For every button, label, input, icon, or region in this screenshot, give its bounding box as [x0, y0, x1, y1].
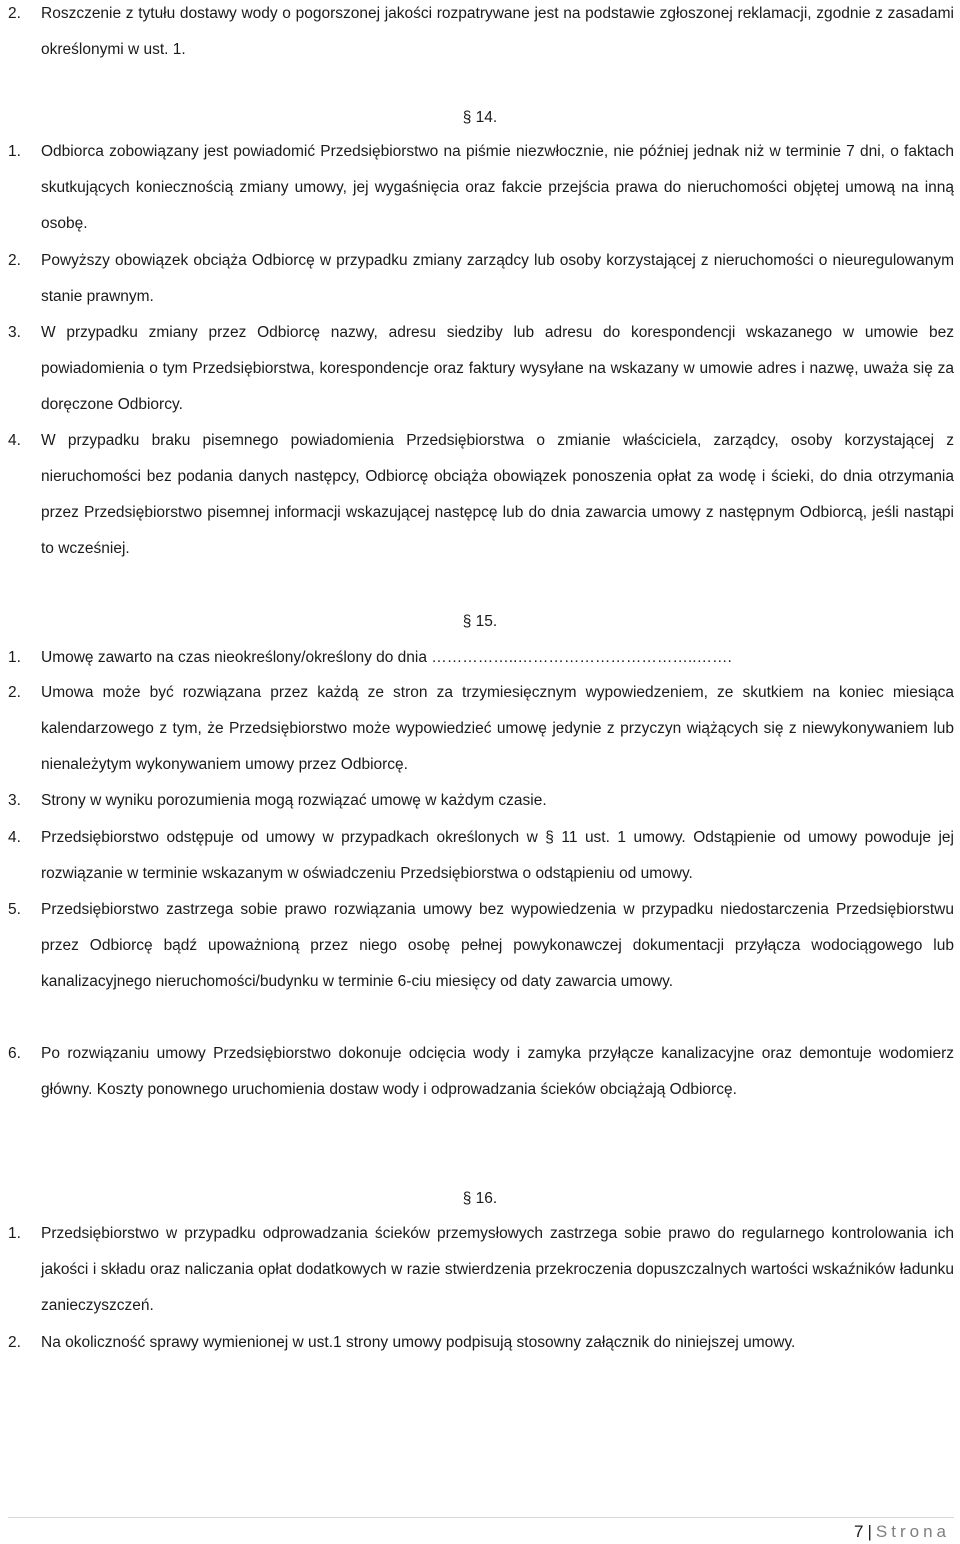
item-number: 3. — [8, 324, 21, 341]
s15-item-1 — [8, 640, 954, 676]
item-number: 4. — [8, 829, 21, 846]
item-text: Umowę zawarto na czas nieokreślony/określony do dnia ……………..……………………………..……. — [41, 649, 732, 666]
item-text: Strony w wyniku porozumienia mogą rozwiązać umowę w każdym czasie. — [41, 792, 547, 809]
item-text: Po rozwiązaniu umowy Przedsiębiorstwo dokonuje odcięcia wody i zamyka przyłącze kanalizacyjne oraz demontuje wodomierz główny. Koszty ponownego uruchomienia dostaw wody i odprowadzania ścieków obciążają Odbiorcę. — [41, 1045, 954, 1098]
s14-item-3 — [8, 315, 954, 423]
s15-item-5 — [8, 892, 954, 1000]
s13-item-2 — [8, 0, 954, 68]
s14-item-4 — [8, 423, 954, 567]
item-number: 2. — [8, 1334, 21, 1351]
section-14-heading: § 14. — [462, 109, 498, 126]
footer-divider — [8, 1517, 954, 1518]
item-number: 1. — [8, 143, 21, 160]
item-text: Umowa może być rozwiązana przez każdą ze stron za trzymiesięcznym wypowiedzeniem, ze skutkiem na koniec miesiąca kalendarzowego z tym, że Przedsiębiorstwo może wypowiedzieć umowę jedynie z przyczyn wiążących się z niewykonywaniem lub nienależytym wykonywaniem umowy przez Odbiorcę. — [41, 684, 954, 773]
s15-item-3 — [8, 783, 954, 819]
s14-item-1 — [8, 134, 954, 242]
s14-item-2 — [8, 243, 954, 315]
item-number: 2. — [8, 5, 21, 22]
s16-item-1 — [8, 1216, 954, 1324]
item-text: W przypadku zmiany przez Odbiorcę nazwy, adresu siedziby lub adresu do korespondencji wskazanego w umowie bez powiadomienia o tym Przedsiębiorstwa, korespondencje oraz faktury wysyłane na wskazany w umowie adres i nazwę, uważa się za doręczone Odbiorcy. — [41, 324, 954, 413]
item-text: Przedsiębiorstwo odstępuje od umowy w przypadkach określonych w § 11 ust. 1 umowy. Odstąpienie od umowy powoduje jej rozwiązanie w terminie wskazanym w oświadczeniu Przedsiębiorstwa o odstąpieniu od umowy. — [41, 829, 954, 882]
item-number: 6. — [8, 1045, 21, 1062]
s16-item-2 — [8, 1325, 954, 1361]
s15-item-6 — [8, 1036, 954, 1108]
item-text: Roszczenie z tytułu dostawy wody o pogorszonej jakości rozpatrywane jest na podstawie zgłoszonej reklamacji, zgodnie z zasadami określonymi w ust. 1. — [41, 5, 954, 58]
section-15-heading: § 15. — [462, 613, 498, 630]
page-footer — [854, 1520, 950, 1544]
item-number: 3. — [8, 792, 21, 809]
item-number: 2. — [8, 684, 21, 701]
section-16-heading: § 16. — [462, 1190, 498, 1207]
item-text: Przedsiębiorstwo zastrzega sobie prawo rozwiązania umowy bez wypowiedzenia w przypadku niedostarczenia Przedsiębiorstwu przez Odbiorcę bądź upoważnioną przez niego osobę pełnej powykonawczej dokumentacji przyłącza wodociągowego lub kanalizacyjnego nieruchomości/budynku w terminie 6-ciu miesięcy od daty zawarcia umowy. — [41, 901, 954, 990]
item-text: Przedsiębiorstwo w przypadku odprowadzania ścieków przemysłowych zastrzega sobie prawo do regularnego kontrolowania ich jakości i składu oraz naliczania opłat dodatkowych w razie stwierdzenia przekroczenia dopuszczalnych wartości wskaźników ładunku zanieczyszczeń. — [41, 1225, 954, 1314]
item-text: W przypadku braku pisemnego powiadomienia Przedsiębiorstwa o zmianie właściciela, zarządcy, osoby korzystającej z nieruchomości bez podania danych następcy, Odbiorcę obciąża obowiązek ponoszenia opłat za wodę i ścieki, do dnia otrzymania przez Przedsiębiorstwo pisemnej informacji wskazującej następcę lub do dnia zawarcia umowy z następnym Odbiorcą, jeśli nastąpi to wcześniej. — [41, 432, 954, 557]
item-number: 1. — [8, 1225, 21, 1242]
s15-item-2 — [8, 675, 954, 783]
page-number: 7 — [854, 1522, 864, 1541]
item-number: 4. — [8, 432, 21, 449]
item-text: Powyższy obowiązek obciąża Odbiorcę w przypadku zmiany zarządcy lub osoby korzystającej z nieruchomości o nieuregulowanym stanie prawnym. — [41, 252, 954, 305]
footer-separator: | — [867, 1522, 872, 1541]
item-text: Na okoliczność sprawy wymienionej w ust.1 strony umowy podpisują stosowny załącznik do niniejszej umowy. — [41, 1334, 796, 1351]
item-text: Odbiorca zobowiązany jest powiadomić Przedsiębiorstwo na piśmie niezwłocznie, nie później jednak niż w terminie 7 dni, o faktach skutkujących koniecznością zmiany umowy, jej wygaśnięcia oraz fakcie przejścia prawa do nieruchomości objętej umową na inną osobę. — [41, 143, 954, 232]
item-number: 5. — [8, 901, 21, 918]
item-number: 1. — [8, 649, 21, 666]
item-number: 2. — [8, 252, 21, 269]
page-label: Strona — [875, 1522, 950, 1541]
s15-item-4 — [8, 820, 954, 892]
